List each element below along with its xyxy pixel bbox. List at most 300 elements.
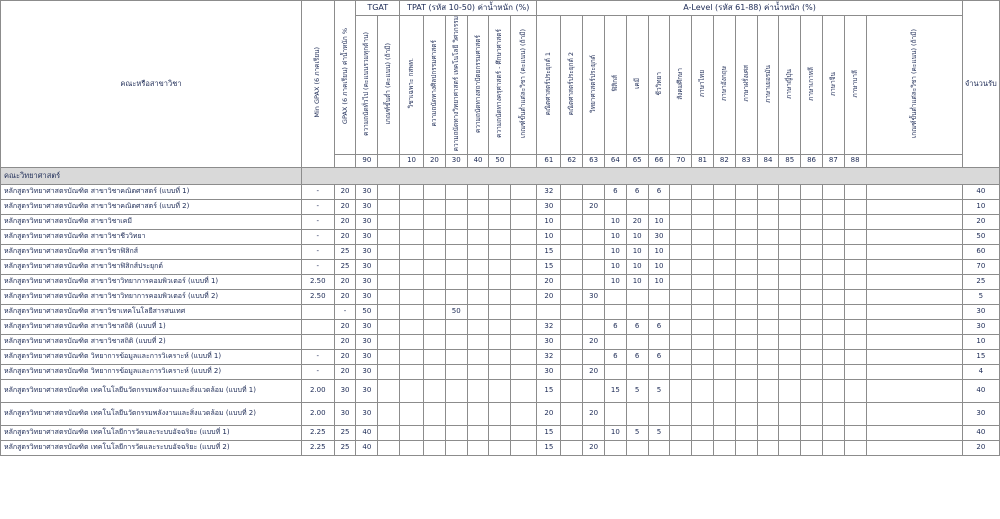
- alevel-weight-cell: [735, 274, 757, 289]
- tpat-subject-code: [511, 154, 537, 167]
- intake-cell: 30: [962, 304, 999, 319]
- tpat-weight-cell: [445, 319, 467, 334]
- alevel-weight-cell: [604, 334, 626, 349]
- alevel-weight-cell: [844, 274, 866, 289]
- alevel-weight-cell: [735, 319, 757, 334]
- intake-cell: 20: [962, 440, 999, 455]
- alevel-weight-cell: [735, 229, 757, 244]
- alevel-weight-cell: [626, 289, 648, 304]
- tgat-min-cell: [378, 425, 400, 440]
- alevel-weight-cell: [779, 289, 801, 304]
- tpat-weight-cell: [400, 274, 424, 289]
- alevel-weight-cell: [692, 319, 714, 334]
- alevel-weight-cell: 10: [604, 229, 626, 244]
- tgat-weight-cell: 30: [356, 379, 378, 402]
- intake-cell: 10: [962, 334, 999, 349]
- tgat-subject-code: 90: [356, 154, 378, 167]
- section-fill: [301, 167, 999, 184]
- alevel-weight-cell: 15: [537, 425, 561, 440]
- tgat-min-cell: [378, 289, 400, 304]
- alevel-weight-cell: [648, 304, 670, 319]
- tpat-weight-cell: [489, 259, 511, 274]
- tpat-weight-cell: [424, 259, 446, 274]
- tpat-weight-cell: [467, 184, 489, 199]
- tpat-weight-cell: [467, 425, 489, 440]
- tpat-weight-cell: [445, 334, 467, 349]
- alevel-weight-cell: [801, 349, 823, 364]
- alevel-weight-cell: [757, 425, 779, 440]
- program-name: หลักสูตรวิทยาศาสตรบัณฑิต สาขาวิชาสถิติ (แบบที่ 1): [1, 319, 302, 334]
- alevel-weight-cell: 15: [604, 379, 626, 402]
- alevel-weight-cell: [844, 184, 866, 199]
- alevel-weight-cell: [844, 214, 866, 229]
- tgat-min-cell: [378, 304, 400, 319]
- tgat-weight-cell: 30: [356, 289, 378, 304]
- tpat-weight-cell: [445, 229, 467, 244]
- tpat-weight-cell: [400, 425, 424, 440]
- min-gpax-cell: -: [301, 349, 334, 364]
- alevel-weight-cell: [757, 349, 779, 364]
- program-name: หลักสูตรวิทยาศาสตรบัณฑิต สาขาวิชาชีววิทยา: [1, 229, 302, 244]
- alevel-subject-header: ฟิสิกส์: [604, 16, 626, 155]
- tgat-weight-cell: 30: [356, 199, 378, 214]
- alevel-weight-cell: 10: [648, 274, 670, 289]
- tpat-weight-cell: [424, 379, 446, 402]
- alevel-subject-header: คณิตศาสตร์ประยุกต์ 1: [537, 16, 561, 155]
- table-row: [1, 334, 1000, 349]
- alevel-weight-cell: [713, 259, 735, 274]
- program-name: หลักสูตรวิทยาศาสตรบัณฑิต สาขาวิชาคณิตศาสตร์ (แบบที่ 1): [1, 184, 302, 199]
- alevel-weight-cell: [713, 425, 735, 440]
- alevel-weight-cell: [757, 334, 779, 349]
- table-row: [1, 199, 1000, 214]
- alevel-weight-cell: [866, 304, 962, 319]
- alevel-weight-cell: [757, 364, 779, 379]
- tgat-min-cell: [378, 440, 400, 455]
- alevel-weight-cell: [692, 229, 714, 244]
- alevel-weight-cell: [866, 229, 962, 244]
- tgat-weight-cell: 30: [356, 334, 378, 349]
- tpat-weight-cell: [511, 214, 537, 229]
- tpat-subject-code: 20: [424, 154, 446, 167]
- tpat-weight-cell: [400, 229, 424, 244]
- alevel-weight-cell: [844, 402, 866, 425]
- alevel-weight-cell: [713, 402, 735, 425]
- tpat-weight-cell: [467, 304, 489, 319]
- table-row: [1, 304, 1000, 319]
- intake-header: จำนวนรับ: [962, 1, 999, 168]
- alevel-weight-cell: [757, 184, 779, 199]
- tpat-weight-cell: [467, 334, 489, 349]
- alevel-weight-cell: [713, 184, 735, 199]
- table-row: [1, 379, 1000, 402]
- intake-cell: 10: [962, 199, 999, 214]
- alevel-weight-cell: [866, 199, 962, 214]
- gpax-weight-cell: 20: [334, 214, 356, 229]
- alevel-weight-cell: [626, 334, 648, 349]
- alevel-weight-cell: [561, 304, 583, 319]
- alevel-weight-cell: [779, 334, 801, 349]
- alevel-weight-cell: [648, 334, 670, 349]
- tpat-weight-cell: [445, 244, 467, 259]
- alevel-weight-cell: [822, 229, 844, 244]
- alevel-weight-cell: [757, 229, 779, 244]
- alevel-weight-cell: [844, 199, 866, 214]
- alevel-subject-header: ภาษาไทย: [692, 16, 714, 155]
- tpat-weight-cell: [489, 229, 511, 244]
- intake-cell: 25: [962, 274, 999, 289]
- tpat-weight-cell: [400, 379, 424, 402]
- alevel-weight-cell: [583, 379, 605, 402]
- tgat-min-cell: [378, 244, 400, 259]
- alevel-weight-cell: [626, 364, 648, 379]
- alevel-weight-cell: [844, 229, 866, 244]
- alevel-weight-cell: 10: [626, 229, 648, 244]
- alevel-weight-cell: [561, 440, 583, 455]
- tpat-weight-cell: [400, 184, 424, 199]
- alevel-weight-cell: 20: [537, 274, 561, 289]
- alevel-weight-cell: [713, 244, 735, 259]
- alevel-weight-cell: [801, 214, 823, 229]
- min-gpax-cell: [301, 319, 334, 334]
- tpat-weight-cell: [511, 334, 537, 349]
- alevel-weight-cell: [692, 402, 714, 425]
- alevel-weight-cell: [757, 214, 779, 229]
- alevel-subject-header: ภาษาญี่ปุ่น: [779, 16, 801, 155]
- alevel-weight-cell: [735, 289, 757, 304]
- gpax-weight-cell: 20: [334, 349, 356, 364]
- intake-cell: 15: [962, 349, 999, 364]
- tpat-weight-cell: [424, 274, 446, 289]
- tpat-weight-cell: [400, 259, 424, 274]
- alevel-weight-cell: [866, 259, 962, 274]
- alevel-weight-cell: [735, 304, 757, 319]
- tpat-weight-cell: [467, 259, 489, 274]
- alevel-weight-cell: [822, 334, 844, 349]
- tgat-weight-cell: 40: [356, 440, 378, 455]
- alevel-subject-header: วิทยาศาสตร์ประยุกต์: [583, 16, 605, 155]
- tpat-weight-cell: [489, 274, 511, 289]
- tpat-weight-cell: [489, 402, 511, 425]
- min-gpax-cell: [301, 334, 334, 349]
- alevel-weight-cell: [844, 425, 866, 440]
- alevel-weight-cell: [713, 304, 735, 319]
- alevel-weight-cell: [779, 402, 801, 425]
- alevel-weight-cell: [670, 229, 692, 244]
- alevel-weight-cell: [801, 364, 823, 379]
- gpax-weight-cell: -: [334, 304, 356, 319]
- tpat-weight-cell: [467, 379, 489, 402]
- gpax-weight-cell: 20: [334, 184, 356, 199]
- tpat-weight-cell: [511, 319, 537, 334]
- tgat-weight-cell: 30: [356, 364, 378, 379]
- tpat-weight-cell: [400, 440, 424, 455]
- alevel-subject-code: 65: [626, 154, 648, 167]
- tpat-weight-cell: [489, 379, 511, 402]
- intake-cell: 5: [962, 289, 999, 304]
- alevel-weight-cell: 10: [604, 259, 626, 274]
- tpat-weight-cell: [445, 199, 467, 214]
- tpat-subject-header: ความถนัดทางศิลปกรรมศาสตร์: [424, 16, 446, 155]
- tgat-min-cell: [378, 379, 400, 402]
- gpax-weight-cell: 20: [334, 229, 356, 244]
- alevel-weight-cell: [866, 379, 962, 402]
- alevel-weight-cell: [801, 319, 823, 334]
- alevel-weight-cell: [561, 319, 583, 334]
- min-gpax-cell: -: [301, 214, 334, 229]
- alevel-weight-cell: [779, 214, 801, 229]
- alevel-weight-cell: [604, 304, 626, 319]
- tpat-weight-cell: [511, 274, 537, 289]
- alevel-weight-cell: [626, 440, 648, 455]
- gpax-weight-cell: 25: [334, 440, 356, 455]
- tgat-weight-cell: 30: [356, 402, 378, 425]
- alevel-weight-cell: [692, 214, 714, 229]
- alevel-weight-cell: [822, 214, 844, 229]
- alevel-weight-cell: [735, 440, 757, 455]
- tpat-weight-cell: [511, 304, 537, 319]
- alevel-weight-cell: [844, 364, 866, 379]
- alevel-weight-cell: 30: [537, 334, 561, 349]
- alevel-weight-cell: [561, 289, 583, 304]
- tgat-min-cell: [378, 364, 400, 379]
- alevel-weight-cell: [648, 440, 670, 455]
- alevel-weight-cell: [670, 259, 692, 274]
- alevel-weight-cell: [735, 244, 757, 259]
- tpat-weight-cell: [445, 184, 467, 199]
- intake-cell: 30: [962, 319, 999, 334]
- alevel-subject-code: 87: [822, 154, 844, 167]
- tpat-weight-cell: [424, 334, 446, 349]
- alevel-subject-header: ภาษาบาลี: [844, 16, 866, 155]
- tpat-weight-cell: [467, 214, 489, 229]
- tpat-weight-cell: [467, 244, 489, 259]
- tpat-weight-cell: [424, 214, 446, 229]
- tpat-weight-cell: [489, 289, 511, 304]
- alevel-weight-cell: 5: [626, 425, 648, 440]
- alevel-weight-cell: [801, 379, 823, 402]
- tgat-weight-cell: 30: [356, 259, 378, 274]
- alevel-weight-cell: 10: [626, 259, 648, 274]
- alevel-weight-cell: [866, 349, 962, 364]
- alevel-weight-cell: [670, 184, 692, 199]
- alevel-subject-header: ชีววิทยา: [648, 16, 670, 155]
- alevel-weight-cell: [670, 289, 692, 304]
- alevel-weight-cell: [866, 244, 962, 259]
- alevel-weight-cell: [735, 364, 757, 379]
- alevel-weight-cell: 5: [648, 425, 670, 440]
- min-gpax-cell: 2.25: [301, 425, 334, 440]
- alevel-weight-cell: [648, 364, 670, 379]
- alevel-subject-header: ภาษาฝรั่งเศส: [735, 16, 757, 155]
- alevel-weight-cell: [713, 214, 735, 229]
- alevel-weight-cell: [713, 334, 735, 349]
- alevel-subject-code: 88: [844, 154, 866, 167]
- alevel-weight-cell: [779, 259, 801, 274]
- tpat-weight-cell: [511, 425, 537, 440]
- alevel-weight-cell: [561, 349, 583, 364]
- alevel-weight-cell: [670, 334, 692, 349]
- table-row: [1, 349, 1000, 364]
- gpax-weight-cell: 20: [334, 289, 356, 304]
- alevel-subject-code: 85: [779, 154, 801, 167]
- alevel-weight-cell: 20: [626, 214, 648, 229]
- tpat-weight-cell: [445, 349, 467, 364]
- alevel-weight-cell: [583, 259, 605, 274]
- table-row: [1, 364, 1000, 379]
- tgat-min-cell: [378, 274, 400, 289]
- alevel-weight-cell: [626, 402, 648, 425]
- alevel-weight-cell: [713, 379, 735, 402]
- alevel-subject-code: 62: [561, 154, 583, 167]
- intake-cell: 20: [962, 214, 999, 229]
- tgat-weight-cell: 40: [356, 425, 378, 440]
- alevel-weight-cell: [692, 364, 714, 379]
- tgat-min-cell: [378, 334, 400, 349]
- program-name: หลักสูตรวิทยาศาสตรบัณฑิต เทคโนโลยีนวัตกรรมพลังงานและสิ่งแวดล้อม (แบบที่ 2): [1, 402, 302, 425]
- alevel-weight-cell: [801, 274, 823, 289]
- gpax-weight-cell: 20: [334, 274, 356, 289]
- alevel-weight-cell: [561, 259, 583, 274]
- alevel-weight-cell: 20: [583, 440, 605, 455]
- alevel-weight-cell: [583, 319, 605, 334]
- alevel-subject-code: 82: [713, 154, 735, 167]
- tpat-weight-cell: [511, 289, 537, 304]
- tpat-weight-cell: [467, 319, 489, 334]
- alevel-weight-cell: [779, 319, 801, 334]
- alevel-weight-cell: [844, 349, 866, 364]
- tpat-weight-cell: [467, 349, 489, 364]
- alevel-weight-cell: [561, 184, 583, 199]
- tpat-weight-cell: [511, 364, 537, 379]
- alevel-weight-cell: [670, 274, 692, 289]
- min-gpax-cell: 2.50: [301, 274, 334, 289]
- alevel-weight-cell: [779, 199, 801, 214]
- tgat-min-cell: [378, 259, 400, 274]
- tpat-weight-cell: [400, 244, 424, 259]
- alevel-subject-header: ภาษาอังกฤษ: [713, 16, 735, 155]
- gpax-weight-header: GPAX (6 ภาคเรียน) ค่าน้ำหนัก %: [334, 1, 356, 155]
- alevel-weight-cell: [670, 244, 692, 259]
- tgat-min-cell: [378, 214, 400, 229]
- alevel-weight-cell: [779, 364, 801, 379]
- program-name: หลักสูตรวิทยาศาสตรบัณฑิต สาขาวิชาสถิติ (แบบที่ 2): [1, 334, 302, 349]
- tpat-weight-cell: [445, 364, 467, 379]
- alevel-subject-header: ภาษาจีน: [822, 16, 844, 155]
- tgat-weight-cell: 30: [356, 349, 378, 364]
- alevel-weight-cell: 15: [537, 379, 561, 402]
- table-row: [1, 440, 1000, 455]
- tgat-min-cell: [378, 229, 400, 244]
- gpax-weight-cell: 25: [334, 425, 356, 440]
- tpat-weight-cell: [489, 425, 511, 440]
- alevel-weight-cell: [692, 289, 714, 304]
- alevel-weight-cell: [866, 334, 962, 349]
- alevel-weight-cell: [583, 214, 605, 229]
- alevel-weight-cell: 6: [626, 319, 648, 334]
- alevel-weight-cell: 5: [648, 379, 670, 402]
- alevel-weight-cell: [648, 289, 670, 304]
- alevel-weight-cell: [561, 425, 583, 440]
- alevel-weight-cell: [866, 425, 962, 440]
- alevel-weight-cell: 10: [648, 214, 670, 229]
- alevel-weight-cell: [735, 402, 757, 425]
- alevel-weight-cell: [670, 214, 692, 229]
- alevel-weight-cell: [822, 349, 844, 364]
- alevel-weight-cell: 20: [583, 199, 605, 214]
- alevel-weight-cell: [670, 402, 692, 425]
- tpat-weight-cell: [445, 289, 467, 304]
- tpat-subject-code: 30: [445, 154, 467, 167]
- tgat-min-cell: [378, 199, 400, 214]
- intake-cell: 50: [962, 229, 999, 244]
- alevel-weight-cell: 20: [537, 402, 561, 425]
- tpat-weight-cell: [424, 364, 446, 379]
- alevel-weight-cell: [779, 379, 801, 402]
- tgat-min-cell: [378, 184, 400, 199]
- table-row: [1, 214, 1000, 229]
- alevel-weight-cell: [822, 425, 844, 440]
- tpat-weight-cell: [489, 184, 511, 199]
- alevel-weight-cell: [735, 379, 757, 402]
- min-gpax-header: Min GPAX (6 ภาคเรียน): [301, 1, 334, 168]
- tpat-weight-cell: [511, 199, 537, 214]
- alevel-weight-cell: 6: [626, 349, 648, 364]
- alevel-weight-cell: [779, 244, 801, 259]
- alevel-weight-cell: [561, 402, 583, 425]
- alevel-subject-code: 83: [735, 154, 757, 167]
- alevel-weight-cell: 15: [537, 259, 561, 274]
- tpat-weight-cell: [511, 440, 537, 455]
- alevel-weight-cell: 32: [537, 349, 561, 364]
- alevel-weight-cell: [692, 244, 714, 259]
- alevel-weight-cell: [735, 425, 757, 440]
- tpat-subject-header: วิชาเฉพาะ กสพท.: [400, 16, 424, 155]
- program-name: หลักสูตรวิทยาศาสตรบัณฑิต วิทยาการข้อมูลและการวิเคราะห์ (แบบที่ 2): [1, 364, 302, 379]
- alevel-weight-cell: [583, 229, 605, 244]
- tpat-weight-cell: [424, 244, 446, 259]
- alevel-weight-cell: 10: [604, 425, 626, 440]
- tgat-weight-cell: 30: [356, 319, 378, 334]
- table-row: [1, 289, 1000, 304]
- tpat-subject-header: เกณฑ์ขั้นต่ำแต่ละวิชา (คะแนน) (ถ้ามี): [511, 16, 537, 155]
- alevel-weight-cell: 10: [537, 229, 561, 244]
- alevel-weight-cell: [626, 199, 648, 214]
- alevel-weight-cell: [779, 229, 801, 244]
- program-name: หลักสูตรวิทยาศาสตรบัณฑิต เทคโนโลยีนวัตกรรมพลังงานและสิ่งแวดล้อม (แบบที่ 1): [1, 379, 302, 402]
- gpax-weight-cell: 20: [334, 319, 356, 334]
- min-gpax-cell: 2.00: [301, 402, 334, 425]
- alevel-weight-cell: [801, 304, 823, 319]
- tpat-weight-cell: [424, 184, 446, 199]
- alevel-weight-cell: [583, 304, 605, 319]
- alevel-weight-cell: [844, 304, 866, 319]
- alevel-weight-cell: [713, 229, 735, 244]
- alevel-weight-cell: 20: [537, 289, 561, 304]
- alevel-weight-cell: 10: [604, 214, 626, 229]
- alevel-weight-cell: [713, 199, 735, 214]
- tpat-weight-cell: [489, 334, 511, 349]
- alevel-weight-cell: [561, 379, 583, 402]
- tpat-weight-cell: 50: [445, 304, 467, 319]
- alevel-subject-header: คณิตศาสตร์ประยุกต์ 2: [561, 16, 583, 155]
- gpax-weight-cell: 30: [334, 402, 356, 425]
- alevel-weight-cell: [844, 440, 866, 455]
- tpat-weight-cell: [424, 349, 446, 364]
- alevel-subject-code: 64: [604, 154, 626, 167]
- tpat-weight-cell: [400, 334, 424, 349]
- alevel-weight-cell: [822, 289, 844, 304]
